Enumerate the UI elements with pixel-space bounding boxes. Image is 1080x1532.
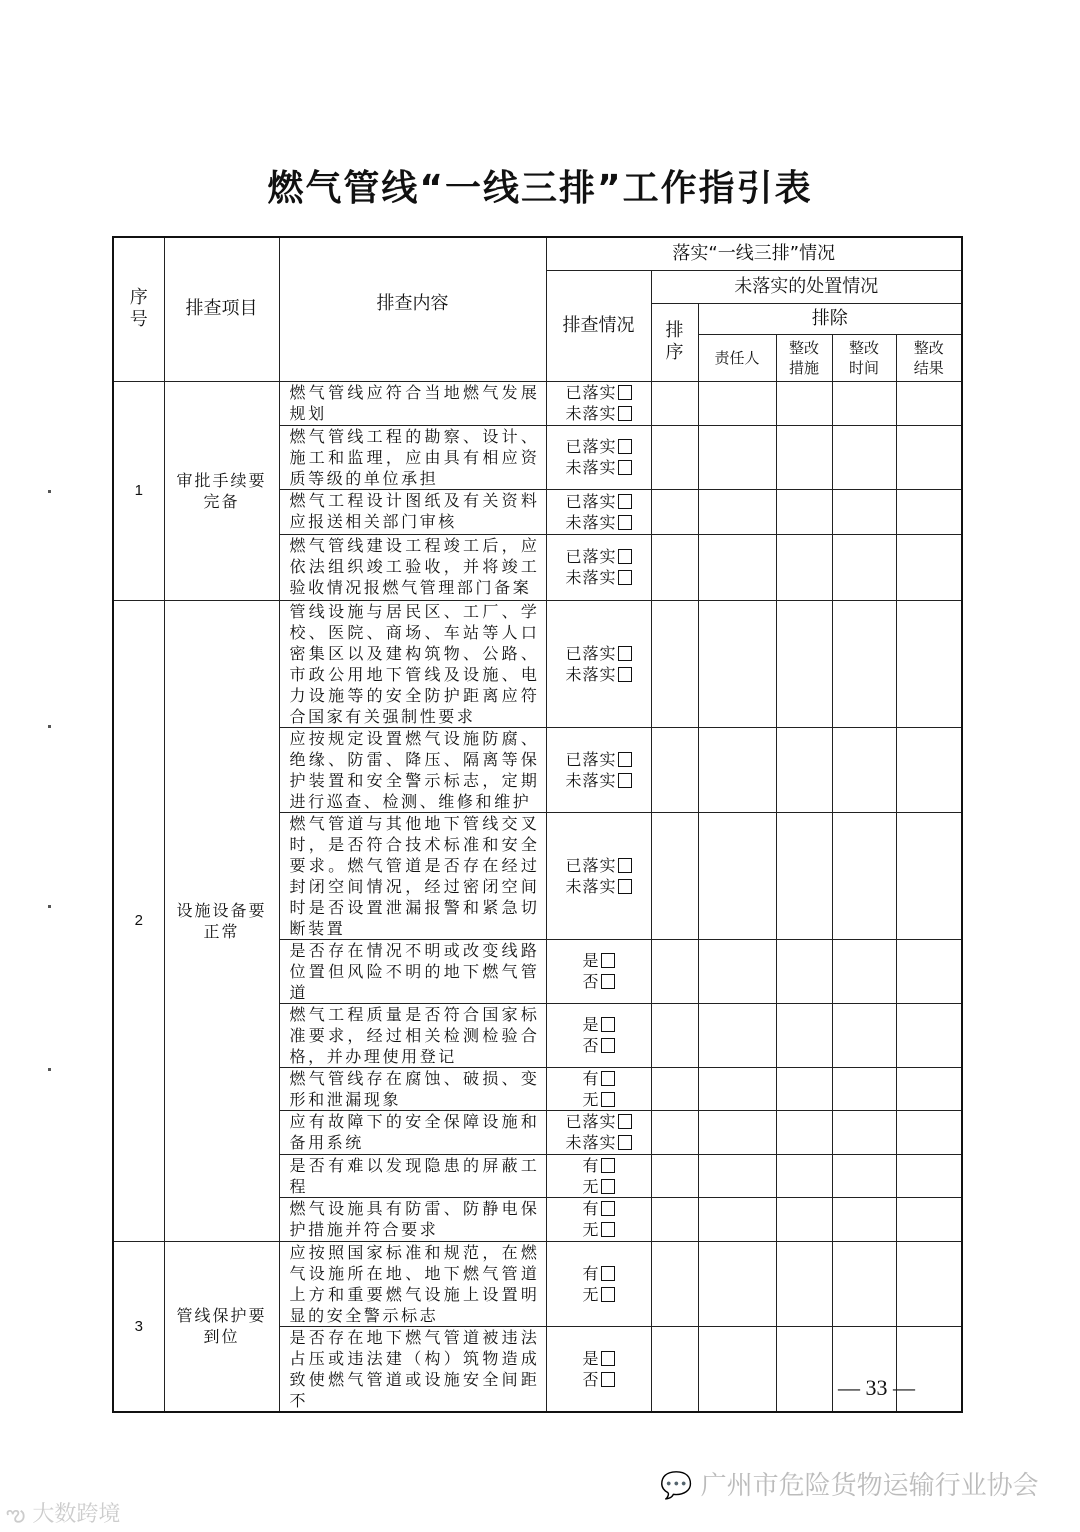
check-content: 燃气设施具有防雷、防静电保护措施并符合要求	[279, 1197, 546, 1241]
rank-cell[interactable]	[651, 727, 698, 812]
measures-cell[interactable]	[776, 1241, 832, 1326]
person-cell[interactable]	[698, 1326, 776, 1412]
status-option[interactable]: 已落实	[547, 1111, 651, 1132]
checkbox-icon[interactable]	[618, 549, 632, 564]
rank-cell[interactable]	[651, 1326, 698, 1412]
result-cell[interactable]	[896, 1154, 962, 1197]
check-content: 应按规定设置燃气设施防腐、绝缘、防雷、降压、隔离等保护装置和安全警示标志，定期进行巡查、检测、维修和维护	[279, 727, 546, 812]
measures-cell[interactable]	[776, 727, 832, 812]
person-cell[interactable]	[698, 1197, 776, 1241]
time-cell[interactable]	[832, 381, 896, 425]
person-cell[interactable]	[698, 1154, 776, 1197]
rank-cell[interactable]	[651, 381, 698, 425]
result-cell[interactable]	[896, 727, 962, 812]
scan-mark	[48, 1068, 51, 1071]
checkbox-icon[interactable]	[601, 1038, 615, 1053]
measures-cell[interactable]	[776, 425, 832, 489]
result-cell[interactable]	[896, 812, 962, 939]
header-rank: 排序	[651, 303, 698, 381]
time-cell[interactable]	[832, 1067, 896, 1110]
check-status	[546, 425, 651, 489]
result-cell[interactable]	[896, 534, 962, 600]
check-status	[546, 1197, 651, 1241]
checkbox-icon[interactable]	[618, 515, 632, 530]
checkbox-icon[interactable]	[601, 1092, 615, 1107]
group-item: 设施设备要正常	[164, 600, 279, 1241]
time-cell[interactable]	[832, 534, 896, 600]
status-option[interactable]: 有	[547, 1155, 651, 1176]
checkbox-icon[interactable]	[601, 1372, 615, 1387]
header-eliminate: 排除	[698, 303, 962, 334]
header-measures: 整改措施	[776, 334, 832, 381]
rank-cell[interactable]	[651, 425, 698, 489]
status-option[interactable]: 无	[547, 1089, 651, 1110]
person-cell[interactable]	[698, 600, 776, 727]
checkbox-icon[interactable]	[601, 1351, 615, 1366]
status-option[interactable]: 是	[547, 1014, 651, 1035]
scan-mark	[48, 490, 51, 493]
time-cell[interactable]	[832, 812, 896, 939]
checkbox-icon[interactable]	[618, 773, 632, 788]
person-cell[interactable]	[698, 1241, 776, 1326]
header-result: 整改结果	[896, 334, 962, 381]
status-option[interactable]: 已落实	[547, 436, 651, 457]
measures-cell[interactable]	[776, 381, 832, 425]
status-option[interactable]: 有	[547, 1263, 651, 1284]
status-option[interactable]: 未落实	[547, 457, 651, 478]
measures-cell[interactable]	[776, 489, 832, 534]
rank-cell[interactable]	[651, 600, 698, 727]
table-row	[113, 1241, 962, 1326]
check-content: 燃气管线工程的勘察、设计、施工和监理，应由具有相应资质等级的单位承担	[279, 425, 546, 489]
rank-cell[interactable]	[651, 1067, 698, 1110]
person-cell[interactable]	[698, 1067, 776, 1110]
result-cell[interactable]	[896, 381, 962, 425]
check-status	[546, 1326, 651, 1412]
result-cell[interactable]	[896, 1067, 962, 1110]
check-status	[546, 1067, 651, 1110]
checkbox-icon[interactable]	[601, 1201, 615, 1216]
measures-cell[interactable]	[776, 1067, 832, 1110]
measures-cell[interactable]	[776, 1197, 832, 1241]
status-option[interactable]: 有	[547, 1068, 651, 1089]
check-content: 是否有难以发现隐患的屏蔽工程	[279, 1154, 546, 1197]
header-person: 责任人	[698, 334, 776, 381]
status-option[interactable]: 未落实	[547, 1132, 651, 1153]
status-option[interactable]: 是	[547, 950, 651, 971]
status-option[interactable]: 无	[547, 1284, 651, 1305]
check-content: 燃气工程质量是否符合国家标准要求，经过相关检测检验合格，并办理使用登记	[279, 1003, 546, 1067]
status-option[interactable]: 已落实	[547, 643, 651, 664]
header-content: 排查内容	[279, 237, 546, 381]
time-cell[interactable]	[832, 727, 896, 812]
measures-cell[interactable]	[776, 939, 832, 1003]
check-status	[546, 1003, 651, 1067]
status-option[interactable]: 已落实	[547, 382, 651, 403]
rank-cell[interactable]	[651, 534, 698, 600]
result-cell[interactable]	[896, 1241, 962, 1326]
time-cell[interactable]	[832, 489, 896, 534]
rank-cell[interactable]	[651, 1241, 698, 1326]
checkbox-icon[interactable]	[618, 494, 632, 509]
checkbox-icon[interactable]	[618, 460, 632, 475]
scan-mark	[48, 725, 51, 728]
status-option[interactable]: 否	[547, 1035, 651, 1056]
status-option[interactable]: 已落实	[547, 546, 651, 567]
status-option[interactable]: 未落实	[547, 664, 651, 685]
checkbox-icon[interactable]	[601, 1158, 615, 1173]
checkbox-icon[interactable]	[601, 1222, 615, 1237]
check-status	[546, 1154, 651, 1197]
group-seq: 2	[113, 600, 164, 1241]
rank-cell[interactable]	[651, 1110, 698, 1154]
status-option[interactable]: 有	[547, 1198, 651, 1219]
rank-cell[interactable]	[651, 939, 698, 1003]
brand-logo-icon: ఌ	[6, 1502, 26, 1527]
table-row	[113, 381, 962, 425]
check-status	[546, 489, 651, 534]
check-status	[546, 939, 651, 1003]
wechat-icon: 💬	[660, 1471, 693, 1501]
check-content: 燃气管道与其他地下管线交叉时，是否符合技术标准和安全要求。燃气管道是否存在经过封闭空间情况，经过密闭空间时是否设置泄漏报警和紧急切断装置	[279, 812, 546, 939]
checkbox-icon[interactable]	[601, 1287, 615, 1302]
person-cell[interactable]	[698, 727, 776, 812]
checkbox-icon[interactable]	[601, 953, 615, 968]
table-row	[113, 600, 962, 727]
checkbox-icon[interactable]	[601, 1071, 615, 1086]
person-cell[interactable]	[698, 939, 776, 1003]
result-cell[interactable]	[896, 489, 962, 534]
checkbox-icon[interactable]	[618, 570, 632, 585]
status-option[interactable]: 未落实	[547, 770, 651, 791]
person-cell[interactable]	[698, 489, 776, 534]
checkbox-icon[interactable]	[618, 1114, 632, 1129]
person-cell[interactable]	[698, 534, 776, 600]
check-content: 应按照国家标准和规范，在燃气设施所在地、地下燃气管道上方和重要燃气设施上设置明显的安全警示标志	[279, 1241, 546, 1326]
status-option[interactable]: 否	[547, 1369, 651, 1390]
status-option[interactable]: 已落实	[547, 491, 651, 512]
checkbox-icon[interactable]	[618, 858, 632, 873]
time-cell[interactable]	[832, 600, 896, 727]
page-title: 燃气管线“一线三排”工作指引表	[267, 168, 813, 209]
checkbox-icon[interactable]	[618, 646, 632, 661]
checkbox-icon[interactable]	[601, 1266, 615, 1281]
rank-cell[interactable]	[651, 1003, 698, 1067]
check-status	[546, 1110, 651, 1154]
header-implement: 落实“一线三排”情况	[546, 237, 962, 270]
check-content: 是否存在情况不明或改变线路位置但风险不明的地下燃气管道	[279, 939, 546, 1003]
page-number: — 33 —	[838, 1375, 915, 1400]
watermark-brand: ఌ 大数跨境	[6, 1502, 121, 1527]
time-cell[interactable]	[832, 939, 896, 1003]
guideline-table	[112, 236, 963, 1413]
checkbox-icon[interactable]	[618, 879, 632, 894]
status-option[interactable]: 已落实	[547, 855, 651, 876]
check-status	[546, 534, 651, 600]
measures-cell[interactable]	[776, 1326, 832, 1412]
status-option[interactable]: 否	[547, 971, 651, 992]
checkbox-icon[interactable]	[601, 1179, 615, 1194]
person-cell[interactable]	[698, 425, 776, 489]
status-option[interactable]: 未落实	[547, 512, 651, 533]
measures-cell[interactable]	[776, 1154, 832, 1197]
rank-cell[interactable]	[651, 1154, 698, 1197]
check-content: 燃气工程设计图纸及有关资料应报送相关部门审核	[279, 489, 546, 534]
group-item: 管线保护要到位	[164, 1241, 279, 1412]
result-cell[interactable]	[896, 1197, 962, 1241]
time-cell[interactable]	[832, 1241, 896, 1326]
header-check-status: 排查情况	[546, 270, 651, 381]
checkbox-icon[interactable]	[618, 385, 632, 400]
checkbox-icon[interactable]	[618, 406, 632, 421]
time-cell[interactable]	[832, 1197, 896, 1241]
check-content: 是否存在地下燃气管道被违法占压或违法建（构）筑物造成致使燃气管道或设施安全间距不	[279, 1326, 546, 1412]
checkbox-icon[interactable]	[601, 974, 615, 989]
status-option[interactable]: 未落实	[547, 876, 651, 897]
measures-cell[interactable]	[776, 1003, 832, 1067]
check-status	[546, 381, 651, 425]
result-cell[interactable]	[896, 425, 962, 489]
check-status	[546, 812, 651, 939]
group-seq: 1	[113, 381, 164, 600]
person-cell[interactable]	[698, 1003, 776, 1067]
checkbox-icon[interactable]	[618, 667, 632, 682]
check-content: 燃气管线存在腐蚀、破损、变形和泄漏现象	[279, 1067, 546, 1110]
status-option[interactable]: 无	[547, 1219, 651, 1240]
status-option[interactable]: 是	[547, 1348, 651, 1369]
check-content: 应有故障下的安全保障设施和备用系统	[279, 1110, 546, 1154]
person-cell[interactable]	[698, 812, 776, 939]
rank-cell[interactable]	[651, 812, 698, 939]
measures-cell[interactable]	[776, 1110, 832, 1154]
check-content: 燃气管线建设工程竣工后，应依法组织竣工验收，并将竣工验收情况报燃气管理部门备案	[279, 534, 546, 600]
checkbox-icon[interactable]	[618, 752, 632, 767]
check-status	[546, 1241, 651, 1326]
checkbox-icon[interactable]	[618, 1135, 632, 1150]
rank-cell[interactable]	[651, 489, 698, 534]
check-content: 管线设施与居民区、工厂、学校、医院、商场、车站等人口密集区以及建构筑物、公路、市政公用地下管线及设施、电力设施等的安全防护距离应符合国家有关强制性要求	[279, 600, 546, 727]
rank-cell[interactable]	[651, 1197, 698, 1241]
header-item: 排查项目	[164, 237, 279, 381]
status-option[interactable]: 未落实	[547, 567, 651, 588]
header-seq: 序号	[113, 237, 164, 381]
status-option[interactable]: 已落实	[547, 749, 651, 770]
person-cell[interactable]	[698, 1110, 776, 1154]
check-content: 燃气管线应符合当地燃气发展规划	[279, 381, 546, 425]
status-option[interactable]: 无	[547, 1176, 651, 1197]
person-cell[interactable]	[698, 381, 776, 425]
group-item: 审批手续要完备	[164, 381, 279, 600]
measures-cell[interactable]	[776, 600, 832, 727]
header-unimplemented: 未落实的处置情况	[651, 270, 962, 303]
time-cell[interactable]	[832, 1110, 896, 1154]
time-cell[interactable]	[832, 1003, 896, 1067]
check-status	[546, 600, 651, 727]
status-option[interactable]: 未落实	[547, 403, 651, 424]
result-cell[interactable]	[896, 1110, 962, 1154]
checkbox-icon[interactable]	[601, 1017, 615, 1032]
watermark-association: 💬 广州市危险货物运输行业协会	[660, 1471, 1039, 1501]
scan-mark	[48, 905, 51, 908]
measures-cell[interactable]	[776, 534, 832, 600]
result-cell[interactable]	[896, 1003, 962, 1067]
time-cell[interactable]	[832, 425, 896, 489]
checkbox-icon[interactable]	[618, 439, 632, 454]
time-cell[interactable]	[832, 1154, 896, 1197]
measures-cell[interactable]	[776, 812, 832, 939]
group-seq: 3	[113, 1241, 164, 1412]
header-time: 整改时间	[832, 334, 896, 381]
result-cell[interactable]	[896, 939, 962, 1003]
check-status	[546, 727, 651, 812]
result-cell[interactable]	[896, 600, 962, 727]
